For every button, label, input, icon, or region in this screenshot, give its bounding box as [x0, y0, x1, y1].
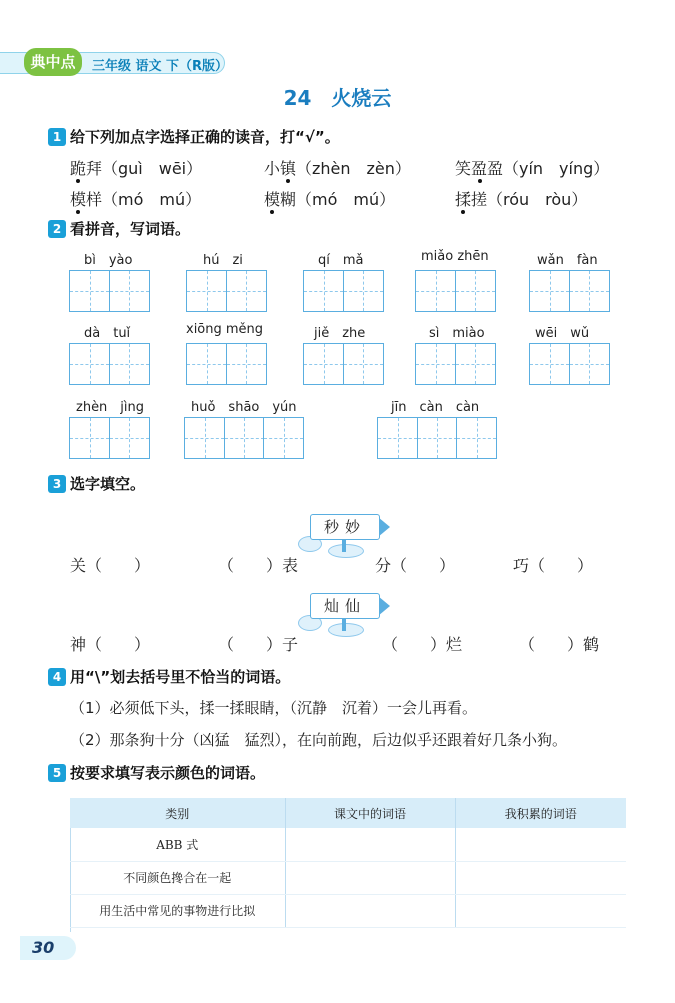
- table-cell-answer[interactable]: [455, 894, 626, 927]
- q1-item[interactable]: 跪拜（guì wēi）: [70, 159, 203, 178]
- book-logo: 典中点: [24, 48, 82, 76]
- q4-number: 4: [48, 668, 66, 686]
- table-cell-answer[interactable]: [285, 828, 455, 861]
- table-header-my-words: 我积累的词语: [455, 798, 626, 828]
- table-cell-answer[interactable]: [455, 861, 626, 894]
- fill-blank[interactable]: 巧（ ）: [513, 556, 594, 575]
- pinyin-label: sì miào: [429, 326, 485, 341]
- pinyin-label: xiōng měng: [186, 322, 264, 337]
- q1-item[interactable]: 笑盈盈（yín yíng）: [455, 159, 610, 178]
- q2-heading: [48, 218, 190, 239]
- q5-heading: [48, 762, 265, 783]
- pinyin-label: wǎn fàn: [537, 253, 598, 268]
- fill-blank[interactable]: 分（ ）: [375, 556, 456, 575]
- emphasis-dot: [286, 179, 290, 183]
- writing-grid[interactable]: [69, 417, 150, 459]
- q3-heading: [48, 473, 145, 494]
- q1-item[interactable]: 模样（mó mú）: [70, 190, 202, 209]
- pinyin-label: zhèn jìng: [76, 400, 145, 415]
- emphasis-dot: [76, 210, 80, 214]
- pinyin-label: qí mǎ: [318, 253, 364, 268]
- pinyin-label: jīn càn càn: [391, 400, 480, 415]
- table-row: [70, 861, 626, 894]
- pinyin-label: huǒ shāo yún: [191, 400, 297, 415]
- writing-grid[interactable]: [377, 417, 497, 459]
- emphasis-dot: [478, 179, 482, 183]
- q4-title: 用“\”划去括号里不恰当的词语。: [70, 668, 291, 686]
- q1-number: 1: [48, 128, 66, 146]
- q4-heading: [48, 666, 290, 687]
- character-sign: [298, 591, 390, 641]
- q5-title: 按要求填写表示颜色的词语。: [70, 764, 266, 782]
- header-band: [0, 48, 230, 76]
- fill-blank[interactable]: （ ）子: [218, 635, 299, 654]
- writing-grid[interactable]: [184, 417, 304, 459]
- writing-grid[interactable]: [303, 343, 384, 385]
- fill-blank[interactable]: 关（ ）: [70, 556, 151, 575]
- writing-grid[interactable]: [303, 270, 384, 312]
- table-row: [70, 828, 626, 861]
- page-number: 30: [32, 938, 55, 957]
- pinyin-label: dà tuǐ: [84, 326, 131, 341]
- writing-grid[interactable]: [529, 270, 610, 312]
- writing-grid[interactable]: [69, 343, 150, 385]
- writing-grid[interactable]: [186, 343, 267, 385]
- pinyin-label: bì yào: [84, 253, 133, 268]
- pinyin-label: miǎo zhēn: [421, 249, 489, 264]
- pinyin-label: jiě zhe: [314, 326, 366, 341]
- q1-heading: [48, 126, 340, 147]
- q4-sentence-1[interactable]: （1）必须低下头，揉一揉眼睛，（沉静 沉着）一会儿再看。: [70, 699, 478, 717]
- table-header-text-words: 课文中的词语: [285, 798, 455, 828]
- q2-number: 2: [48, 220, 66, 238]
- q1-item[interactable]: 小镇（zhèn zèn）: [264, 159, 411, 178]
- lesson-title: 24 火烧云: [283, 86, 392, 110]
- table-cell-category: 不同颜色搀合在一起: [70, 861, 285, 894]
- q1-item[interactable]: 揉搓（róu ròu）: [455, 190, 588, 209]
- grade-label: 三年级 语文 下（R版）: [92, 59, 229, 74]
- color-words-table: [70, 798, 626, 928]
- table-cell-answer[interactable]: [285, 894, 455, 927]
- q5-number: 5: [48, 764, 66, 782]
- fill-blank[interactable]: （ ）鹤: [519, 635, 600, 654]
- writing-grid[interactable]: [186, 270, 267, 312]
- sign-characters: 秒妙: [310, 514, 380, 540]
- q1-item[interactable]: 模糊（mó mú）: [264, 190, 396, 209]
- q2-title: 看拼音，写词语。: [70, 220, 191, 238]
- emphasis-dot: [76, 179, 80, 183]
- writing-grid[interactable]: [69, 270, 150, 312]
- page-number-badge: [20, 936, 76, 960]
- emphasis-dot: [461, 210, 465, 214]
- table-cell-category: ABB 式: [70, 828, 285, 861]
- q3-title: 选字填空。: [70, 475, 146, 493]
- writing-grid[interactable]: [415, 343, 496, 385]
- table-cell-answer[interactable]: [455, 828, 626, 861]
- table-cell-answer[interactable]: [285, 861, 455, 894]
- table-row: [70, 894, 626, 927]
- pinyin-label: hú zi: [203, 253, 243, 268]
- q3-number: 3: [48, 475, 66, 493]
- table-header-category: 类别: [70, 798, 285, 828]
- fill-blank[interactable]: 神（ ）: [70, 635, 151, 654]
- q1-title: 给下列加点字选择正确的读音，打“√”。: [70, 128, 340, 146]
- pinyin-label: wēi wǔ: [535, 326, 590, 341]
- writing-grid[interactable]: [415, 270, 496, 312]
- fill-blank[interactable]: （ ）表: [218, 556, 299, 575]
- sign-characters: 灿仙: [310, 593, 380, 619]
- fill-blank[interactable]: （ ）烂: [382, 635, 463, 654]
- emphasis-dot: [270, 210, 274, 214]
- table-cell-category: 用生活中常见的事物进行比拟: [70, 894, 285, 927]
- q4-sentence-2[interactable]: （2）那条狗十分（凶猛 猛烈），在向前跑，后边似乎还跟着好几条小狗。: [70, 731, 568, 749]
- writing-grid[interactable]: [529, 343, 610, 385]
